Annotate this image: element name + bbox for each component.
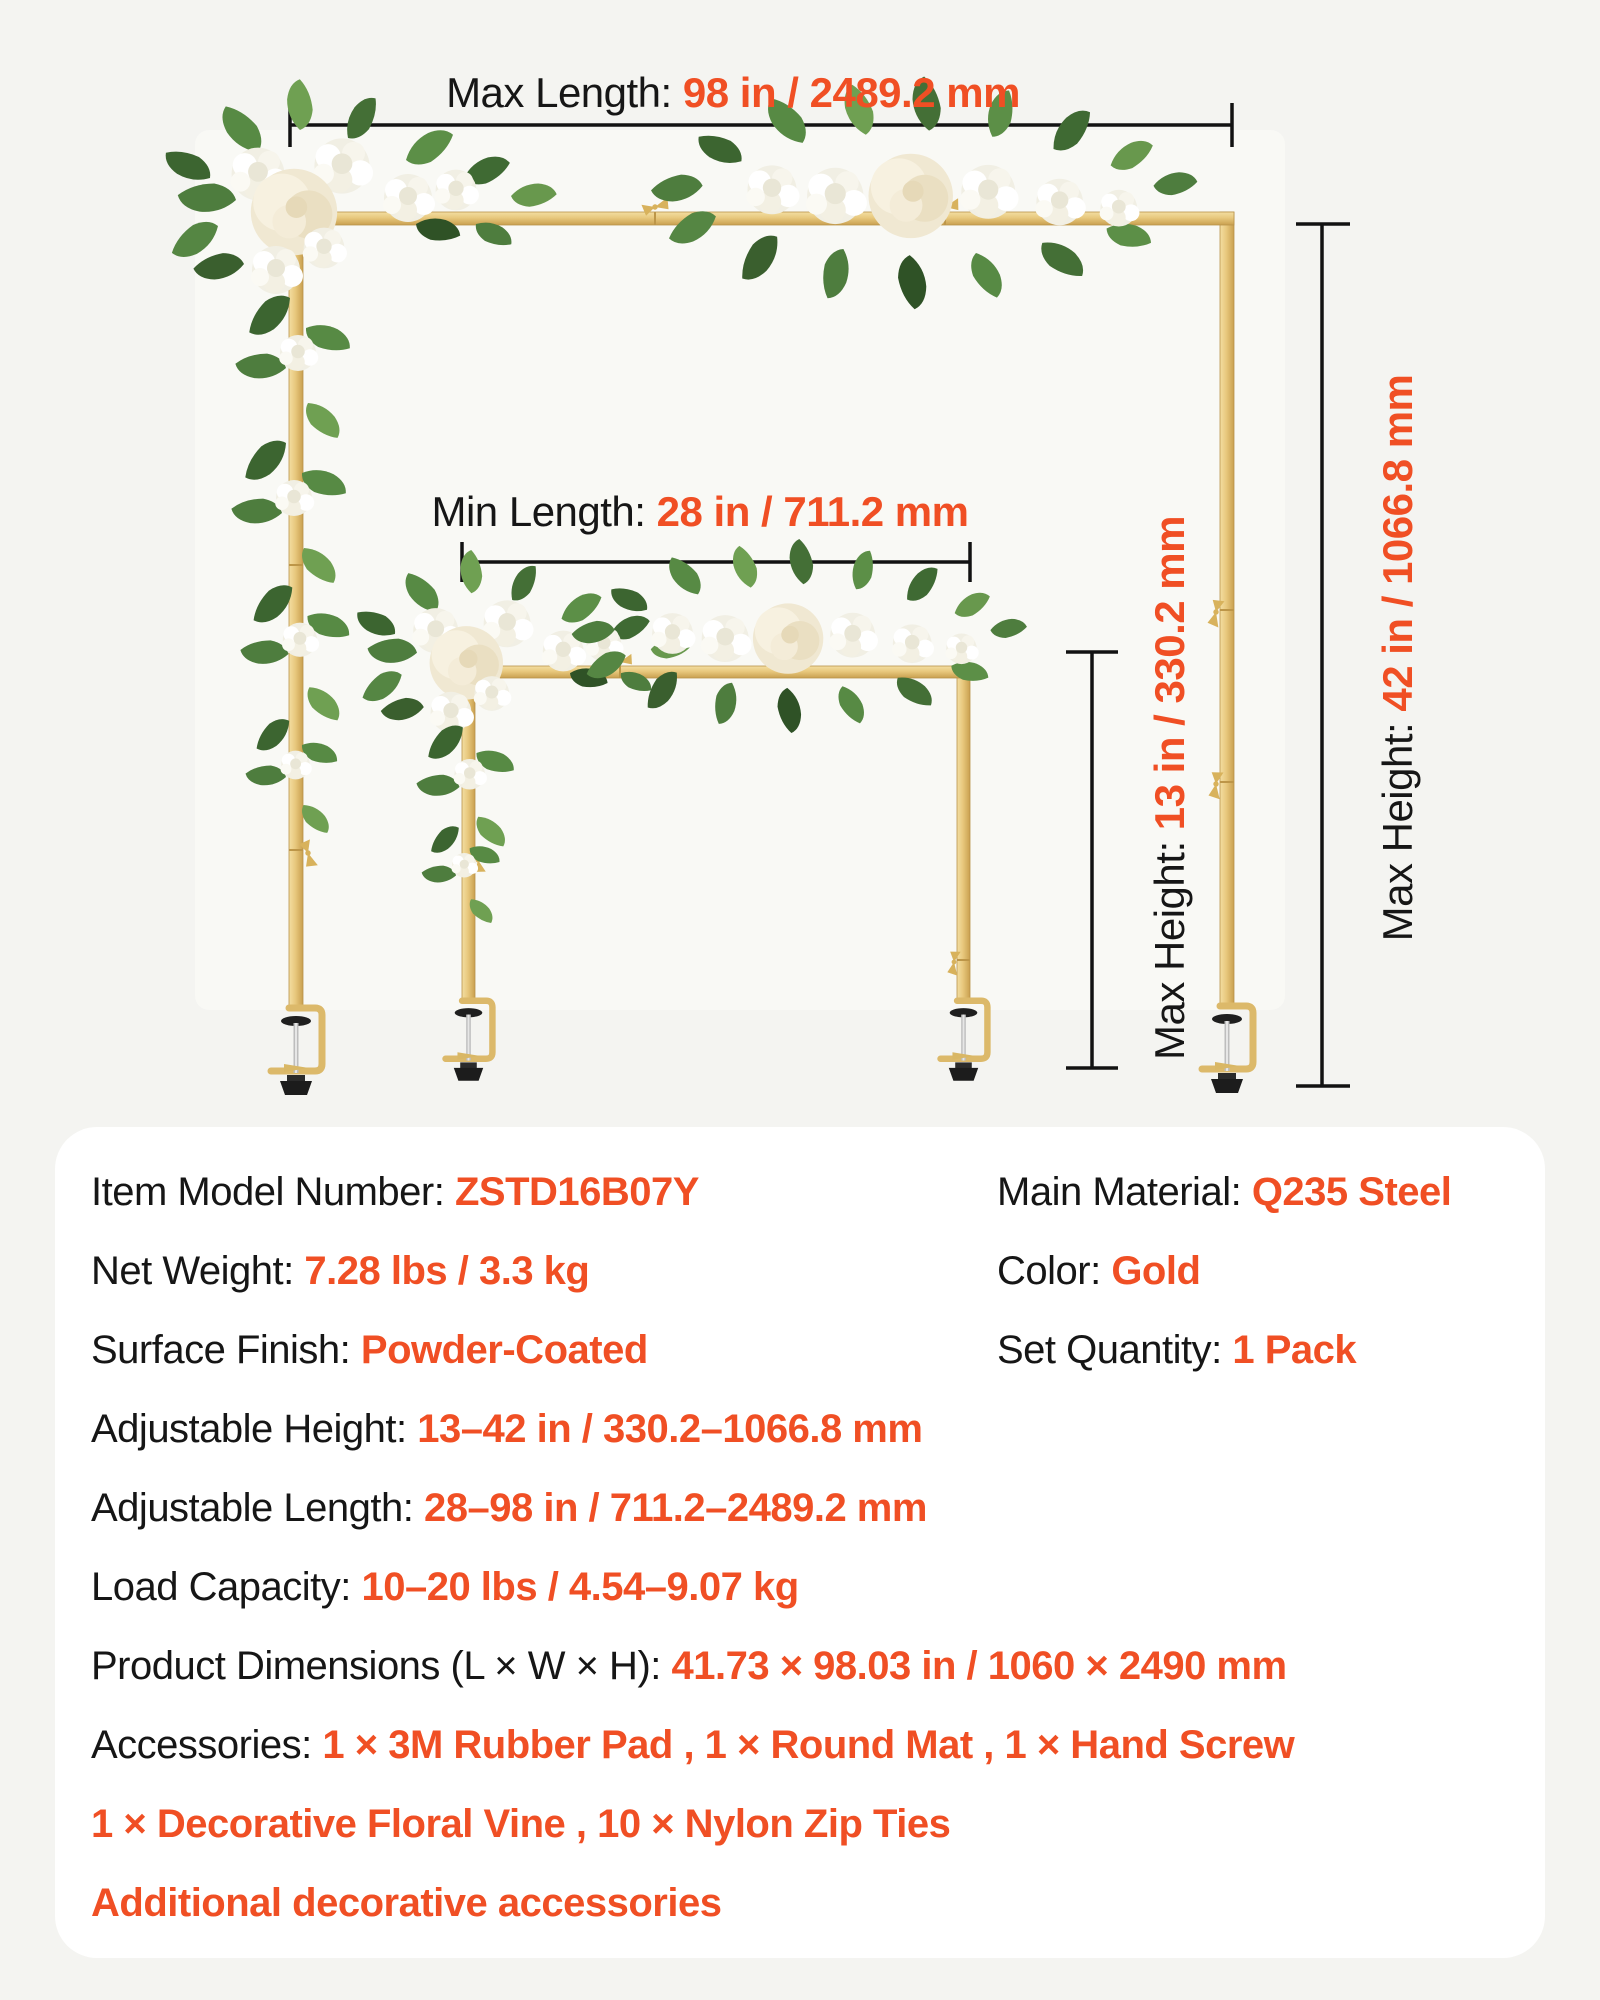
spec-value: Gold: [1111, 1249, 1201, 1293]
table-clamp: [941, 1001, 988, 1081]
table-clamp: [1202, 1006, 1253, 1093]
min-length-annotation: [431, 489, 968, 535]
max-length-value: 98 in / 2489.2 mm: [682, 69, 1020, 116]
table-clamp: [446, 1001, 493, 1081]
spec-label: Net Weight:: [91, 1249, 305, 1293]
max-height-13in-label: Max Height:: [1146, 830, 1193, 1060]
spec-value: 28–98 in / 711.2–2489.2 mm: [423, 1486, 927, 1530]
spec-row-model-material: [91, 1153, 1509, 1232]
spec-main-material: [997, 1153, 1509, 1232]
spec-label: Main Material:: [997, 1170, 1252, 1214]
spec-value: 13–42 in / 330.2–1066.8 mm: [417, 1407, 923, 1451]
spec-value: 7.28 lbs / 3.3 kg: [304, 1249, 590, 1293]
table-clamp: [271, 1008, 322, 1095]
spec-panel: [55, 1127, 1545, 1958]
spec-label: Surface Finish:: [91, 1328, 361, 1372]
spec-set-quantity: [997, 1311, 1509, 1390]
spec-label: Set Quantity:: [997, 1328, 1233, 1372]
spec-accessories: [91, 1706, 1509, 1785]
max-length-annotation: [446, 70, 1020, 116]
spec-value: Powder-Coated: [360, 1328, 648, 1372]
spec-label: Product Dimensions (L × W × H):: [91, 1644, 672, 1688]
spec-value: 41.73 × 98.03 in / 1060 × 2490 mm: [671, 1644, 1287, 1688]
spec-adjustable-length: [91, 1469, 1509, 1548]
min-length-label: Min Length:: [431, 488, 657, 535]
spec-item-model-number: [91, 1153, 997, 1232]
dimension-line-max-height-42in: [1296, 224, 1350, 1086]
spec-value: Additional decorative accessories: [91, 1881, 722, 1925]
spec-label: Adjustable Height:: [91, 1407, 418, 1451]
spec-label: Color:: [997, 1249, 1112, 1293]
spec-product-dimensions: [91, 1627, 1509, 1706]
spec-adjustable-height: [91, 1390, 1509, 1469]
spec-load-capacity: [91, 1548, 1509, 1627]
max-length-label: Max Length:: [446, 69, 683, 116]
spec-value: Q235 Steel: [1251, 1170, 1452, 1214]
spec-additional-accessories: [91, 1864, 1509, 1943]
spec-label: Load Capacity:: [91, 1565, 362, 1609]
spec-label: Accessories:: [91, 1723, 323, 1767]
spec-value: 1 Pack: [1232, 1328, 1357, 1372]
spec-value: 1 × Decorative Floral Vine , 10 × Nylon Zip Ties: [91, 1802, 951, 1846]
spec-accessories-continued: [91, 1785, 1509, 1864]
spec-value: ZSTD16B07Y: [454, 1170, 699, 1214]
spec-row-weight-color: [91, 1232, 1509, 1311]
spec-surface-finish: [91, 1311, 997, 1390]
spec-net-weight: [91, 1232, 997, 1311]
max-height-42in-value: 42 in / 1066.8 mm: [1374, 374, 1421, 712]
min-length-value: 28 in / 711.2 mm: [656, 488, 969, 535]
max-height-42in-label: Max Height:: [1374, 711, 1421, 942]
spec-value: 1 × 3M Rubber Pad , 1 × Round Mat , 1 × Hand Screw: [322, 1723, 1295, 1767]
spec-label: Adjustable Length:: [91, 1486, 424, 1530]
spec-value: 10–20 lbs / 4.54–9.07 kg: [361, 1565, 799, 1609]
spec-row-finish-quantity: [91, 1311, 1509, 1390]
max-height-13in-value: 13 in / 330.2 mm: [1146, 516, 1193, 831]
spec-label: Item Model Number:: [91, 1170, 455, 1214]
spec-color: [997, 1232, 1509, 1311]
